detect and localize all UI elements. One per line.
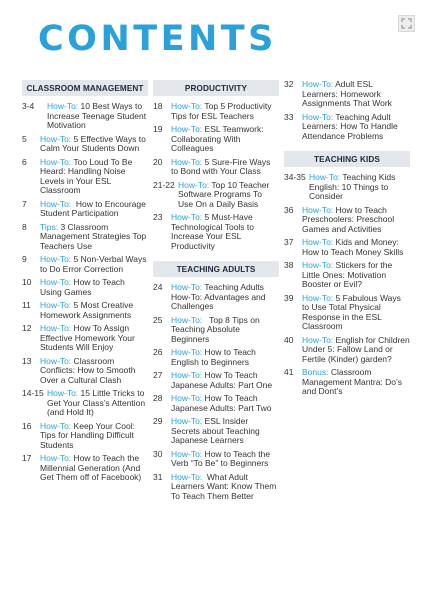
entry-tag: How-To: [302, 111, 334, 122]
toc-entry[interactable] [153, 316, 279, 345]
entry-title [40, 324, 148, 353]
entry-title-text: Top 10 Teacher Software Programs To Use On a Daily Basis [178, 179, 272, 209]
page-number: 13 [22, 355, 32, 366]
entry-title [47, 389, 148, 418]
entry-tag: How-To: [40, 420, 72, 431]
page-number: 29 [153, 416, 163, 426]
entry-title [171, 450, 279, 469]
entry-tag: How-To: [171, 282, 203, 292]
entry-title [40, 255, 148, 274]
toc-column-1 [22, 80, 148, 483]
section-header: TEACHING ADULTS [153, 261, 279, 277]
expand-icon-glyph [401, 18, 412, 29]
entry-title [40, 422, 148, 451]
page-number: 34-35 [284, 172, 306, 182]
entry-title [171, 283, 279, 312]
page-number: 21-22 [153, 179, 175, 190]
page-number: 19 [153, 124, 163, 134]
entry-tag: How-To: [40, 254, 72, 264]
entry-title-text: Teaching Adults How-To: Advantages and Challenges [171, 282, 268, 311]
entry-title-text: Teaching Adult Learners: How To Handle Attendance Problems [302, 111, 400, 141]
toc-entry[interactable] [22, 223, 148, 252]
section-header: CLASSROOM MANAGEMENT [22, 80, 148, 96]
toc-section [153, 261, 279, 501]
entry-title-text: Adult ESL Learners: Homework Assignments That Work [302, 79, 392, 108]
entry-title [302, 206, 410, 235]
entry-title [171, 417, 279, 446]
entry-tag: How-To: [171, 124, 203, 134]
entry-tag: How-To: [302, 292, 334, 303]
entry-title [47, 102, 148, 131]
toc-entry[interactable] [22, 357, 148, 386]
entry-tag: Tips: [40, 221, 59, 232]
page-number: 40 [284, 334, 294, 345]
entry-tag: How-To: [171, 393, 203, 403]
page-number: 8 [22, 221, 27, 232]
page-number: 3-4 [22, 101, 35, 111]
entry-tag: How-To: [40, 453, 72, 463]
toc-entry[interactable] [153, 417, 279, 446]
toc-entry[interactable] [22, 255, 148, 274]
expand-icon[interactable] [398, 15, 415, 32]
toc-entry[interactable] [153, 102, 279, 121]
toc-entry[interactable] [22, 301, 148, 320]
toc-section [22, 80, 148, 483]
entry-tag: How-To: [171, 370, 203, 380]
entry-tag: How-To: [171, 101, 203, 111]
entry-title-text: Too Loud To Be Heard: Handling Noise Levels in Your ESL Classroom [40, 156, 135, 195]
toc-entry[interactable] [153, 348, 279, 367]
page-number: 25 [153, 314, 163, 325]
toc-entry[interactable] [153, 283, 279, 312]
entry-title-text: Classroom Management Mantra: Do’s and Dont’s [302, 367, 405, 396]
entry-title [302, 80, 410, 109]
entry-title [171, 213, 279, 251]
page-number: 31 [153, 471, 163, 482]
entry-title-text: 15 Little Tricks to Get Your Class’s Attention (and Hold It) [47, 388, 148, 417]
toc-column-3 [284, 79, 413, 397]
entry-tag: How-To: [40, 277, 72, 287]
entry-title [40, 278, 148, 297]
entry-title-text: 5 Must-Have Technological Tools to Increase Your ESL Productivity [171, 212, 257, 251]
toc-entry[interactable] [284, 294, 410, 332]
page-number: 16 [22, 420, 32, 431]
toc-column-2 [153, 80, 279, 501]
entry-title-text: How to Teach Preschoolers: Preschool Games and Activities [302, 204, 397, 234]
entry-tag: How-To: [302, 79, 334, 89]
toc-entry[interactable] [22, 422, 148, 451]
entry-tag: Bonus: [302, 367, 329, 377]
entry-title [302, 368, 410, 397]
toc-section [284, 151, 413, 397]
entry-title-text: How To Assign Effective Homework Your Students Will Enjoy [40, 323, 138, 352]
entry-title [171, 371, 279, 390]
entry-title [171, 102, 279, 121]
page-title: CONTENTS [38, 19, 277, 59]
toc-entry[interactable] [153, 473, 279, 502]
entry-tag: How-To: [302, 334, 334, 345]
toc-entry[interactable] [22, 278, 148, 297]
toc-entry[interactable] [22, 324, 148, 353]
toc-entry[interactable] [284, 173, 410, 202]
entry-tag: How-To: [171, 448, 203, 459]
section-header: PRODUCTIVITY [153, 80, 279, 96]
entry-tag: How-To: [302, 237, 334, 247]
entry-title-text: What Adult Learners Want: Know Them To Teach Them Better [171, 471, 279, 501]
page-number: 12 [22, 323, 32, 333]
entry-tag: How-To: [47, 388, 79, 398]
entry-title [40, 223, 148, 252]
entry-tag: How-To: [171, 471, 203, 482]
entry-title-text: 3 Classroom Management Strategies Top Teachers Use [40, 221, 149, 251]
entry-tag: How-To: [47, 101, 79, 111]
toc-entry[interactable] [153, 394, 279, 413]
page-number: 6 [22, 156, 27, 167]
entry-title-text: ESL Insider Secrets about Teaching Japanese Learners [171, 416, 263, 445]
entry-title-text: How to Teach the Millennial Generation (And Get Them off of Facebook) [40, 453, 143, 482]
entry-tag: How-To: [40, 355, 72, 366]
entry-title-text: 5 Most Creative Homework Assignments [40, 300, 136, 320]
page-number: 36 [284, 204, 294, 215]
page-number: 11 [22, 300, 31, 310]
entry-tag: How-To: [40, 156, 72, 167]
page-number: 27 [153, 370, 163, 380]
entry-title-text: Top 8 Tips on Teaching Absolute Beginners [171, 314, 262, 344]
entry-title [302, 261, 410, 290]
entry-tag: How-To: [171, 212, 203, 222]
section-header: TEACHING KIDS [284, 151, 410, 167]
entry-title-text: Kids and Money: How to Teach Money Skills [302, 237, 404, 257]
entry-title [302, 294, 410, 332]
entry-title-text: 10 Best Ways to Increase Teenage Student Motivation [47, 101, 149, 130]
entry-tag: How-To: [171, 347, 203, 357]
entry-tag: How-To: [302, 260, 334, 270]
entry-title [171, 394, 279, 413]
toc-entry[interactable] [22, 200, 148, 219]
toc-entry[interactable] [284, 80, 410, 109]
entry-title-text: 5 Effective Ways to Calm Your Students Down [40, 133, 149, 153]
toc-section [284, 80, 410, 141]
entry-title-text: 5 Non-Verbal Ways to Do Error Correction [40, 254, 149, 274]
toc-entry[interactable] [284, 113, 410, 142]
entry-title-text: ESL Teamwork: Collaborating With Colleagues [171, 124, 266, 153]
entry-tag: How-To: [171, 156, 203, 167]
page-number: 33 [284, 111, 294, 122]
page-number: 14-15 [22, 388, 44, 398]
entry-title [40, 200, 148, 219]
toc-entry[interactable] [22, 454, 148, 483]
toc-entry[interactable] [284, 206, 410, 235]
entry-title [302, 238, 410, 257]
page-number: 32 [284, 79, 294, 89]
entry-title-text: How to Teach Using Games [40, 277, 128, 297]
toc-entry[interactable] [22, 389, 148, 418]
page-number: 5 [22, 133, 27, 144]
entry-tag: How-To: [302, 204, 334, 215]
page-number: 26 [153, 347, 163, 357]
page-number: 17 [22, 453, 32, 463]
entry-title [302, 334, 413, 365]
toc-entry[interactable] [153, 181, 279, 210]
toc-entry[interactable] [284, 334, 413, 365]
entry-title [309, 173, 410, 202]
entry-title [171, 473, 279, 502]
entry-tag: How-To: [309, 172, 341, 182]
entry-title-text: 5 Sure-Fire Ways to Bond with Your Class [171, 156, 273, 176]
entry-title-text: Top 5 Productivity Tips for ESL Teachers [171, 101, 274, 121]
entry-title [40, 357, 148, 386]
page-number: 38 [284, 260, 294, 270]
page-number: 30 [153, 448, 163, 459]
page-number: 9 [22, 254, 27, 264]
entry-title-text: Classroom Conflicts: How to Smooth Over a Cultural Clash [40, 355, 138, 385]
entry-title-text: Teaching Kids English: 10 Things to Consider [309, 172, 398, 201]
entry-title-text: Stickers for the Little Ones: Motivation Booster or Evil? [302, 260, 395, 289]
entry-title-text: How to Teach the Verb “To Be” to Beginners [171, 448, 273, 468]
entry-title-text: How to Encourage Student Participation [40, 198, 149, 218]
toc-entry[interactable] [284, 368, 410, 397]
entry-title [40, 135, 148, 154]
page-number: 39 [284, 292, 294, 303]
toc-entry[interactable] [284, 238, 410, 257]
toc-entry[interactable] [22, 158, 148, 196]
entry-title [171, 158, 279, 177]
entry-tag: How-To: [171, 314, 203, 325]
toc-section [153, 80, 279, 251]
entry-title [171, 316, 279, 345]
toc-entry[interactable] [153, 450, 279, 469]
entry-title-text: English for Children Under 5: Fallow Land or Fertile (Kinder) garden? [302, 334, 413, 364]
entry-title [178, 181, 279, 210]
entry-tag: How-To: [40, 323, 72, 333]
page-number: 20 [153, 156, 163, 167]
entry-title-text: How to Teach English to Beginners [171, 347, 259, 367]
page-number: 7 [22, 198, 27, 209]
page-number: 18 [153, 101, 163, 111]
page-number: 23 [153, 212, 163, 222]
entry-tag: How-To: [40, 133, 72, 144]
toc-entry[interactable] [22, 102, 148, 131]
entry-title [302, 113, 410, 142]
page-number: 37 [284, 237, 294, 247]
entry-tag: How-To: [40, 300, 72, 310]
entry-title [171, 348, 279, 367]
entry-title-text: How To Teach Japanese Adults: Part Two [171, 393, 272, 413]
toc-entry[interactable] [153, 125, 279, 154]
toc-entry[interactable] [153, 213, 279, 251]
toc-entry[interactable] [22, 135, 148, 154]
entry-title-text: How To Teach Japanese Adults: Part One [171, 370, 273, 390]
entry-title [171, 125, 279, 154]
page-number: 24 [153, 282, 163, 292]
toc-entry[interactable] [153, 371, 279, 390]
toc-entry[interactable] [284, 261, 410, 290]
entry-tag: How-To: [178, 179, 210, 190]
page-number: 10 [22, 277, 32, 287]
page-number: 41 [284, 367, 294, 377]
entry-title-text: 5 Fabulous Ways to Use Total Physical Response in the ESL Classroom [302, 292, 404, 331]
entry-title [40, 158, 148, 196]
toc-entry[interactable] [153, 158, 279, 177]
entry-title [40, 454, 148, 483]
entry-tag: How-To: [40, 198, 72, 209]
entry-title-text: Keep Your Cool: Tips for Handling Difficult Students [40, 420, 138, 450]
entry-tag: How-To: [171, 416, 203, 426]
page-number: 28 [153, 393, 163, 403]
entry-title [40, 301, 148, 320]
